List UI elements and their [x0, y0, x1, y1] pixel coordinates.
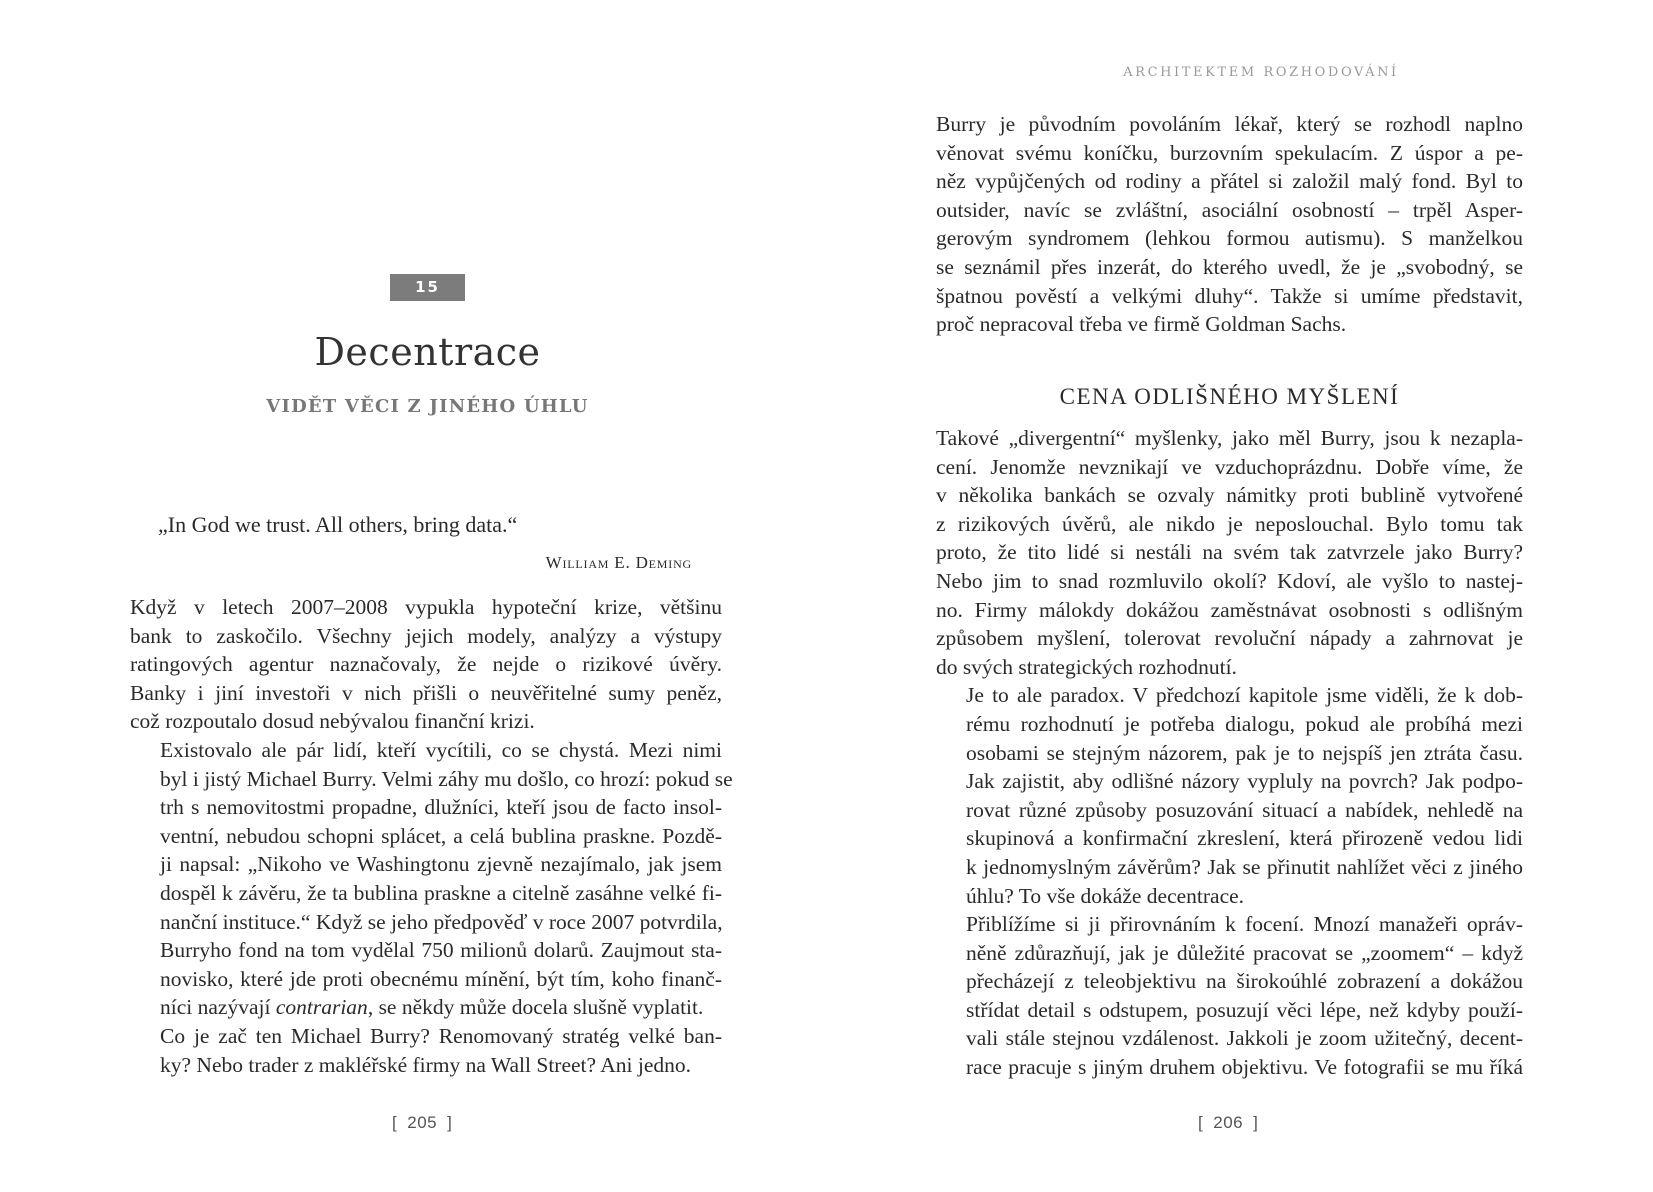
text-line: dospěl k závěru, že ta bublina praskne a citelně zasáhne velké fi-: [160, 880, 722, 905]
page-number-value: 205: [407, 1113, 438, 1132]
text-line: věnovat svému koníčku, burzovním spekulacím. Z úspor a pe-: [936, 140, 1523, 165]
text-line: byl i jistý Michael Burry. Velmi záhy mu došlo, co hrozí: pokud se: [160, 766, 733, 791]
page-number-value: 206: [1213, 1113, 1244, 1132]
text-line: cení. Jenomže nevznikají ve vzduchoprázdnu. Dobře víme, že: [936, 454, 1523, 479]
text-line: gerovým syndromem (lehkou formou autismu). S manželkou: [936, 226, 1523, 251]
paragraph: [936, 110, 1523, 339]
section-heading: CENA ODLIŠNÉHO MYŠLENÍ: [1059, 384, 1400, 409]
chapter-number-badge: 15: [390, 274, 465, 301]
paragraph: [936, 681, 1523, 910]
text-line: Jak zajistit, aby odlišné názory vypluly na povrch? Jak podpo-: [966, 769, 1523, 794]
bracket-open: [: [1198, 1113, 1204, 1132]
bracket-open: [: [392, 1113, 398, 1132]
page-number-left: [392, 1113, 452, 1133]
text-line: ky? Nebo trader z makléřské firmy na Wall Street? Ani jedno.: [160, 1052, 692, 1077]
text-line: přecházejí z teleobjektivu na širokoúhlé zobrazení a dokážou: [966, 969, 1523, 994]
right-top-paragraph: [936, 110, 1523, 339]
text-line: Když v letech 2007–2008 vypukla hypoteční krize, většinu: [130, 595, 722, 619]
chapter-title: Decentrace: [314, 330, 541, 374]
paragraph: [130, 1022, 722, 1079]
text-line: novisko, které jde proti obecnému mínění, být tím, koho finanč-: [160, 966, 722, 991]
text-line: rému rozhodnutí je potřeba dialogu, pokud ale probíhá mezi: [966, 711, 1523, 736]
text-line: Je to ale paradox. V předchozí kapitole jsme viděli, že k dob-: [966, 683, 1523, 708]
text-line: Přiblížíme si ji přirovnáním k focení. Mnozí manažeři opráv-: [966, 912, 1523, 937]
text-line: úhlu? To vše dokáže decentrace.: [966, 883, 1245, 908]
text-line: způsobem myšlení, tolerovat revoluční nápady a zahrnovat je: [936, 626, 1523, 651]
text-line: ji napsal: „Nikoho ve Washingtonu zjevně nezajímalo, jak jsem: [160, 852, 722, 877]
text-line: nanční instituce.“ Když se jeho předpověď v roce 2007 potvrdila,: [160, 909, 723, 934]
text-line: rovat různé způsoby posuzování situací a nabídek, nehledě na: [966, 797, 1523, 822]
text-line: Co je zač ten Michael Burry? Renomovaný stratég velké ban-: [160, 1023, 722, 1048]
text-line: race pracuje s jiným druhem objektivu. Ve fotografii se mu říká: [966, 1055, 1523, 1080]
paragraph: [130, 593, 722, 736]
paragraph: [130, 736, 733, 1022]
epigraph-author: William E. Deming: [545, 553, 692, 572]
text-line: trh s nemovitostmi propadne, dlužníci, kteří jsou de facto insol-: [160, 795, 722, 820]
text-line: Takové „divergentní“ myšlenky, jako měl Burry, jsou k nezapla-: [936, 426, 1523, 450]
bracket-close: ]: [1253, 1113, 1259, 1132]
paragraph: [936, 424, 1523, 681]
text-line: Banky i jiní investoři v nich přišli o neuvěřitelné sumy peněz,: [130, 680, 722, 705]
text-line: proč nepracoval třeba ve firmě Goldman Sachs.: [936, 312, 1347, 337]
text-line: střídat detail s odstupem, posuzují věci lépe, než kdyby použí-: [966, 997, 1523, 1022]
bracket-close: ]: [447, 1113, 453, 1132]
text-line: Nebo jim to snad rozmluvilo okolí? Kdoví, ale vyšlo to nastej-: [936, 568, 1523, 593]
text-line: ratingových agentur naznačovaly, že nejde o rizikové úvěry.: [130, 652, 722, 677]
page-number-right: [1198, 1113, 1258, 1133]
text-line: níci nazývají contrarian, se někdy může docela slušně vyplatit.: [160, 995, 704, 1020]
text-line: se seznámil přes inzerát, do kterého uvedl, že je „svobodný, se: [936, 254, 1523, 279]
text-line: ventní, nebudou schopni splácet, a celá bublina praskne. Pozdě-: [160, 823, 722, 848]
text-line: z rizikových úvěrů, ale nikdo je neposlouchal. Bylo tomu tak: [936, 511, 1523, 536]
text-line: Burry je původním povoláním lékař, který se rozhodl naplno: [936, 112, 1523, 136]
text-line: osobami se stejným názorem, pak je to nejspíš jen ztráta času.: [966, 740, 1523, 765]
text-line: špatnou pověstí a velkými dluhy“. Takže si umíme představit,: [936, 283, 1523, 308]
epigraph-quote: „In God we trust. All others, bring data.“: [158, 512, 518, 537]
text-line: vali stále stejnou vzdálenost. Jakkoli je zoom užitečný, decent-: [966, 1026, 1523, 1051]
text-line: no. Firmy málokdy dokážou zaměstnávat osobnosti s odlišným: [936, 597, 1523, 622]
text-line: outsider, navíc se zvláštní, asociální osobností – trpěl Asper-: [936, 197, 1523, 222]
text-line: Existovalo ale pár lidí, kteří vycítili, co se chystá. Mezi nimi: [160, 737, 722, 762]
text-line: k jednomyslným závěrům? Jak se přinutit nahlížet věci z jiného: [966, 854, 1523, 879]
right-body-text: [936, 424, 1523, 1082]
chapter-subtitle: VIDĚT VĚCI Z JINÉHO ÚHLU: [266, 396, 589, 417]
text-line: skupinová a konfirmační zkreslení, která přirozeně vedou lidi: [966, 826, 1523, 851]
italic-term: contrarian: [275, 995, 368, 1020]
text-line: proto, že tito lidé si nestáli na svém tak zatvrzele jako Burry?: [936, 540, 1523, 565]
text-line: Burryho fond na tom vydělal 750 milionů dolarů. Zaujmout sta-: [160, 938, 722, 963]
text-line: v několika bankách se ozvaly námitky proti bublině vytvořené: [936, 483, 1523, 508]
left-page: [0, 0, 826, 1192]
paragraph: [936, 910, 1523, 1082]
left-body-text: [130, 593, 733, 1079]
text-line: což rozpoutalo dosud nebývalou finanční krizi.: [130, 709, 535, 734]
right-page: [826, 0, 1653, 1192]
text-line: něně zdůrazňují, jak je důležité pracovat se „zoomem“ – když: [966, 940, 1523, 965]
text-line: něz vypůjčených od rodiny a přátel si založil malý fond. Byl to: [936, 169, 1523, 194]
text-line: bank to zaskočilo. Všechny jejich modely, analýzy a výstupy: [130, 623, 722, 648]
running-head: ARCHITEKTEM ROZHODOVÁNÍ: [1123, 65, 1399, 80]
text-line: do svých strategických rozhodnutí.: [936, 654, 1237, 679]
